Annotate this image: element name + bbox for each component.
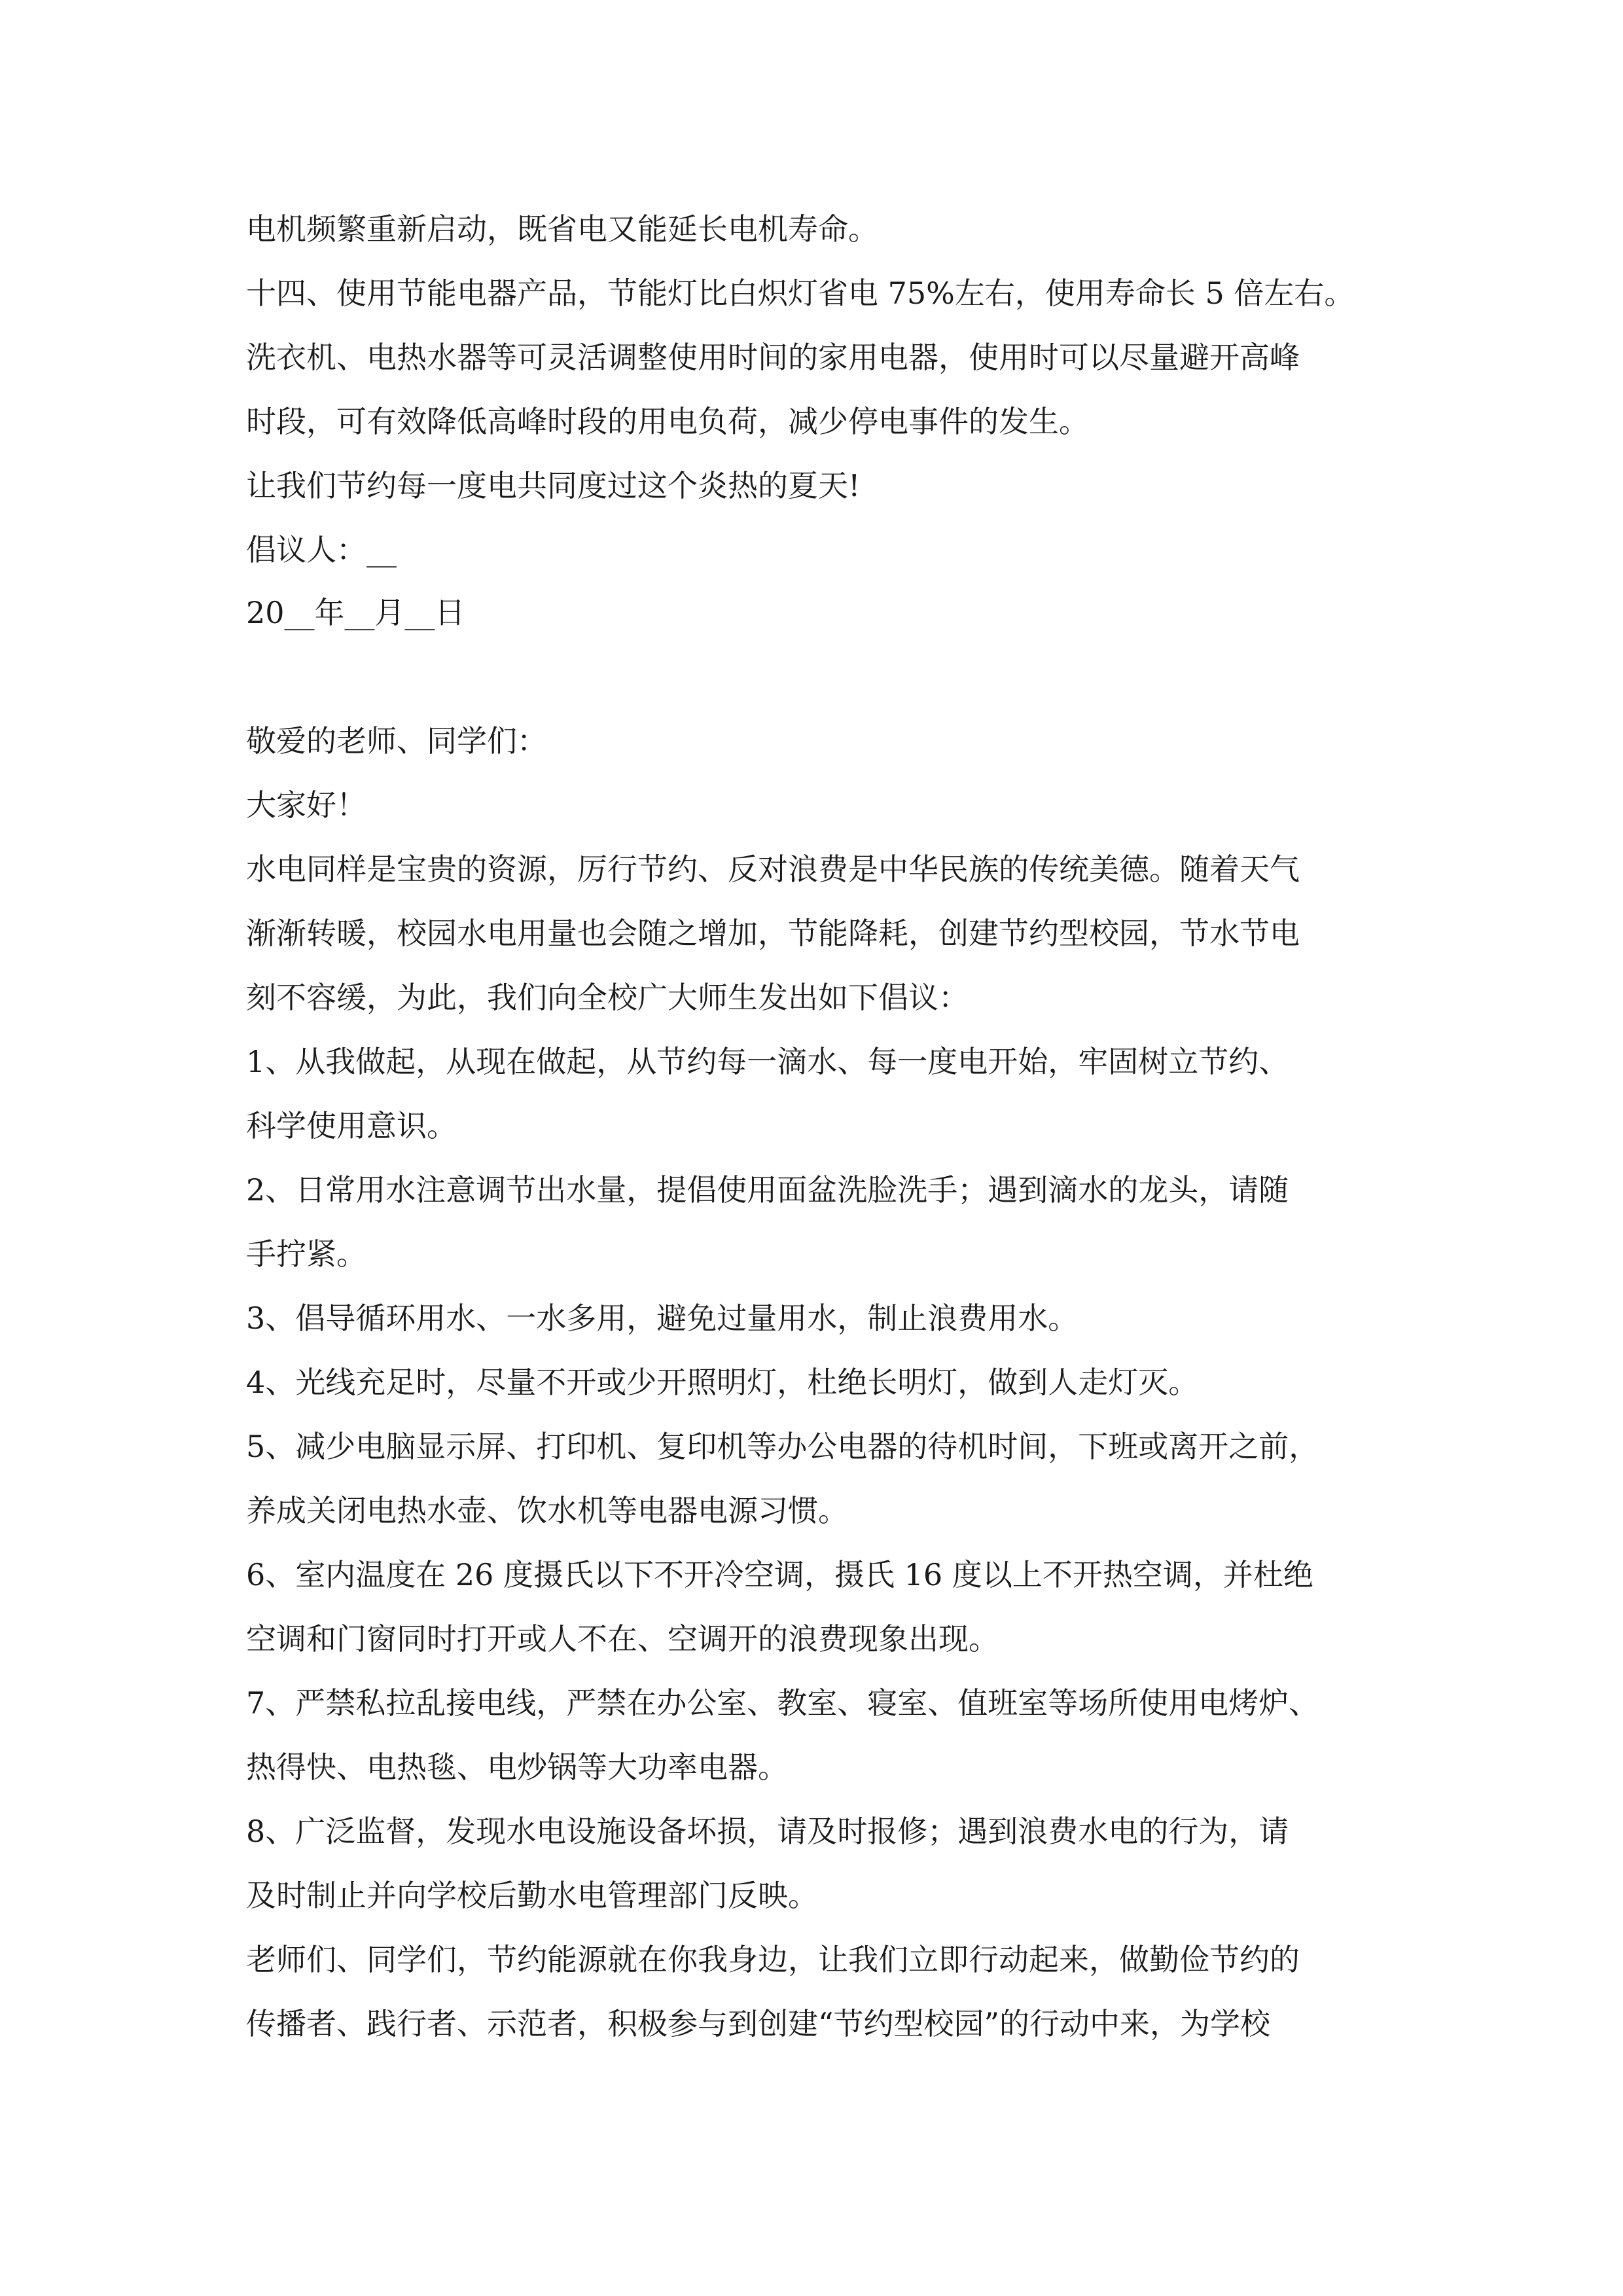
greeting: 大家好！ — [246, 787, 366, 823]
text-line-24: 热得快、电热毯、电炒锅等大功率电器。 — [246, 1749, 788, 1785]
text-line-28: 传播者、践行者、示范者，积极参与到创建“节约型校园”的行动中来，为学校 — [246, 2006, 1271, 2041]
text-line-22: 空调和门窗同时打开或人不在、空调开的浪费现象出现。 — [246, 1621, 999, 1657]
signatory-line: 倡议人：__ — [246, 532, 397, 567]
text-line-21: 6、室内温度在 26 度摄氏以下不开冷空调，摄氏 16 度以上不开热空调，并杜绝 — [246, 1557, 1313, 1592]
text-line-23: 7、严禁私拉乱接电线，严禁在办公室、教室、寝室、值班室等场所使用电烤炉、 — [246, 1685, 1319, 1721]
text-line-11: 渐渐转暖，校园水电用量也会随之增加，节能降耗，创建节约型校园，节水节电 — [246, 916, 1300, 951]
text-line-3: 洗衣机、电热水器等可灵活调整使用时间的家用电器，使用时可以尽量避开高峰 — [246, 340, 1300, 375]
date-line: 20__年__月__日 — [246, 595, 465, 630]
text-line-17: 3、倡导循环用水、一水多用，避免过量用水，制止浪费用水。 — [246, 1300, 1079, 1336]
text-line-4: 时段，可有效降低高峰时段的用电负荷，减少停电事件的发生。 — [246, 404, 1089, 439]
text-line-1: 电机频繁重新启动，既省电又能延长电机寿命。 — [246, 211, 878, 247]
text-line-20: 养成关闭电热水壶、饮水机等电器电源习惯。 — [246, 1493, 848, 1528]
text-line-19: 5、减少电脑显示屏、打印机、复印机等办公电器的待机时间，下班或离开之前， — [246, 1429, 1319, 1464]
text-line-5: 让我们节约每一度电共同度过这个炎热的夏天! — [246, 468, 861, 503]
text-line-27: 老师们、同学们，节约能源就在你我身边，让我们立即行动起来，做勤俭节约的 — [246, 1942, 1300, 1977]
text-line-10: 水电同样是宝贵的资源，厉行节约、反对浪费是中华民族的传统美德。随着天气 — [246, 852, 1300, 887]
salutation: 敬爱的老师、同学们： — [246, 723, 547, 759]
text-line-15: 2、日常用水注意调节出水量，提倡使用面盆洗脸洗手；遇到滴水的龙头，请随 — [246, 1172, 1289, 1208]
text-line-18: 4、光线充足时，尽量不开或少开照明灯，杜绝长明灯，做到人走灯灭。 — [246, 1365, 1199, 1400]
text-line-16: 手拧紧。 — [246, 1236, 366, 1272]
text-line-25: 8、广泛监督，发现水电设施设备坏损，请及时报修；遇到浪费水电的行为，请 — [246, 1814, 1289, 1849]
text-line-13: 1、从我做起，从现在做起，从节约每一滴水、每一度电开始，牢固树立节约、 — [246, 1044, 1289, 1079]
text-line-12: 刻不容缓，为此，我们向全校广大师生发出如下倡议： — [246, 980, 969, 1015]
text-line-26: 及时制止并向学校后勤水电管理部门反映。 — [246, 1878, 818, 1913]
text-line-2: 十四、使用节能电器产品，节能灯比白炽灯省电 75%左右，使用寿命长 5 倍左右。 — [246, 276, 1355, 311]
text-line-14: 科学使用意识。 — [246, 1108, 457, 1143]
